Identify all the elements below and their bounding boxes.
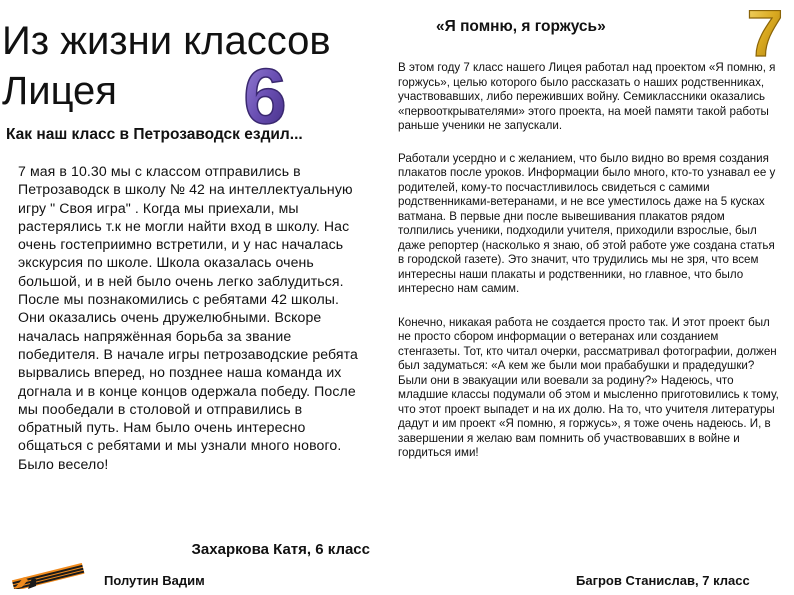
st-george-ribbon-icon: [10, 563, 90, 589]
svg-text:6: 6: [243, 60, 287, 130]
svg-text:7: 7: [746, 2, 784, 60]
right-author-name: Багров Станислав, 7 класс: [576, 573, 750, 588]
article-subtitle: Как наш класс в Петрозаводск ездил...: [6, 126, 303, 143]
number-six-balloon-icon: [235, 60, 295, 130]
right-article-title: «Я помню, я горжусь»: [436, 18, 606, 35]
right-paragraph-2: Работали усердно и с желанием, что было видно во время создания плакатов после уроков. Информации было много, кто-то узнавал ее у родителей, кому-то посчастливилось свидеться с самими родственниками-ветеранами, и не все уместилось даже на 5 кусках ватмана. В первые дни после вывешивания плакатов рядом толпились ученики, подходили учителя, приходили взрослые, был даже репортер (насколько я знаю, об этой работе уже создана статья в городской газете). Это значит, что трудились мы не зря, что всем интересны наши плакаты и родственники, но главное, что было интересно нам самим.: [398, 151, 776, 295]
left-article-body: 7 мая в 10.30 мы с классом отправились в Петрозаводск в школу № 42 на интеллектуальную игру " Своя игра" . Когда мы приехали, мы растерялись т.к не могли найти вход в школу. Нас очень гостеприимно встретили, и у нас началась экскурсия по школе. Школа оказалась очень большой, и в ней было очень легко заблудиться. После мы познакомились с ребятами 42 школы. Они оказались очень дружелюбными. Вскоре началась напряжённая борьба за звание победителя. В начале игры петрозаводские ребята вырвались вперед, но позднее наша команда их догнала и в конце концов одержала победу. После мы пообедали в столовой и отправились в обратный путь. Нам было очень интересно общаться с ребятами и мы узнали много нового. Было весело!: [18, 163, 358, 472]
right-paragraph-1: В этом году 7 класс нашего Лицея работал над проектом «Я помню, я горжусь», целью которого было рассказать о наших родственниках, участвовавших, либо переживших войну. Семиклассники оказались «первооткрывателями» этого проекта, на моей памяти такой работы раньше ученики не запускали.: [398, 61, 776, 132]
number-seven-balloon-icon: [742, 2, 788, 60]
left-article-signature: Захаркова Катя, 6 класс: [191, 541, 370, 558]
page-title: Из жизни классов Лицея: [2, 19, 331, 113]
right-paragraph-3: Конечно, никакая работа не создается просто так. И этот проект был не просто сбором информации о ветеранах или созданием стенгазеты. Тот, кто читал очерки, рассматривал фотографии, должен был задуматься: «А кем же были мои прабабушки и прадедушки? Были они в эвакуации или воевали за родину?» Надеюсь, что младшие классы подумали об этом и мысленно приготовились к тому, что этот проект выпадет и на их долю. На то, что учителя литературы дадут и им проект «Я помню, я горжусь», я тоже очень надеюсь. И, в завершении я желаю вам помнить об участвовавших в войне и гордиться ими!: [398, 315, 779, 459]
left-author-name: Полутин Вадим: [104, 573, 205, 588]
right-article-body: [398, 61, 782, 479]
